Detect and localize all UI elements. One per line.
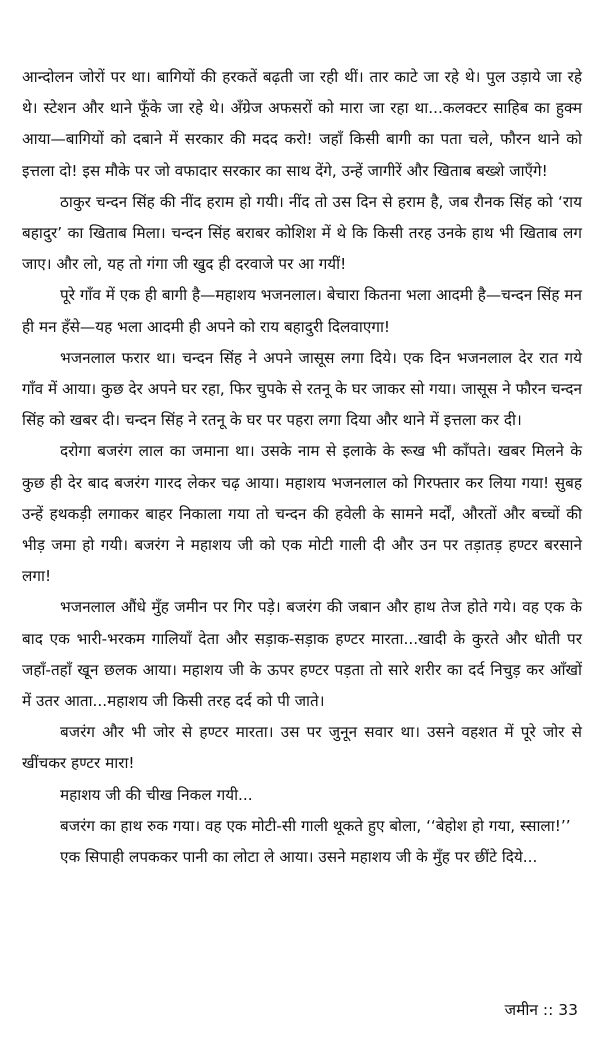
paragraph-4: भजनलाल फरार था। चन्दन सिंह ने अपने जासूस लगा दिये। एक दिन भजनलाल देर रात गये गाँव में आया। कुछ देर अपने घर रहा, फिर चुपके से रतनू के घर जाकर सो गया। जासूस ने फौरन चन्दन सिंह को खबर दी। चन्दन सिंह ने रतनू के घर पर पहरा लगा दिया और थाने में इत्तला कर दी। — [22, 348, 582, 430]
paragraph-10: एक सिपाही लपककर पानी का लोटा ले आया। उसने महाशय जी के मुँह पर छींटे दिये... — [60, 848, 538, 867]
paragraph-8: महाशय जी की चीख निकल गयी... — [60, 785, 253, 804]
paragraph-9: बजरंग का हाथ रुक गया। वह एक मोटी-सी गाली थूकते हुए बोला, ‘‘बेहोश हो गया, स्साला!’’ — [60, 816, 571, 835]
paragraph-6: भजनलाल औंधे मुँह जमीन पर गिर पड़े। बजरंग की जबान और हाथ तेज होते गये। वह एक के बाद एक भारी-भरकम गालियाँ देता और सड़ाक-सड़ाक हण्टर मारता...खादी के कुरते और धोती पर जहाँ-तहाँ खून छलक आया। महाशय जी के ऊपर हण्टर पड़ता तो सारे शरीर का दर्द निचुड़ कर आँखों में उतर आता...महाशय जी किसी तरह दर्द को पी जाते। — [22, 598, 582, 711]
paragraph-5: दरोगा बजरंग लाल का जमाना था। उसके नाम से इलाके के रूख भी काँपते। खबर मिलने के कुछ ही देर बाद बजरंग गारद लेकर चढ़ आया। महाशय भजनलाल को गिरफ्तार कर लिया गया! सुबह उन्हें हथकड़ी लगाकर बाहर निकाला गया तो चन्दन की हवेली के सामने मर्दों, औरतों और बच्चों की भीड़ जमा हो गयी। बजरंग ने महाशय जी को एक मोटी गाली दी और उन पर तड़ातड़ हण्टर बरसाने लगा! — [22, 442, 582, 586]
paragraph-2: ठाकुर चन्दन सिंह की नींद हराम हो गयी। नींद तो उस दिन से हराम है, जब रौनक सिंह को ‘राय बहादुर’ का खिताब मिला। चन्दन सिंह बराबर कोशिश में थे कि किसी तरह उनके हाथ भी खिताब लग जाए। और लो, यह तो गंगा जी खुद ही दरवाजे पर आ गयीं! — [22, 192, 582, 274]
page-body — [22, 62, 582, 873]
page-footer: जमीन :: 33 — [504, 1001, 578, 1019]
paragraph-1: आन्दोलन जोरों पर था। बागियों की हरकतें बढ़ती जा रही थीं। तार काटे जा रहे थे। पुल उड़ाये जा रहे थे। स्टेशन और थाने फूँके जा रहे थे। अँग्रेज अफसरों को मारा जा रहा था...कलक्टर साहिब का हुक्म आया—बागियों को दबाने में सरकार की मदद करो! जहाँ किसी बागी का पता चले, फौरन थाने को इत्तला दो! इस मौके पर जो वफादार सरकार का साथ देंगे, उन्हें जागीरें और खिताब बख्शे जाएँगे! — [22, 68, 582, 180]
paragraph-3: पूरे गाँव में एक ही बागी है—महाशय भजनलाल। बेचारा कितना भला आदमी है—चन्दन सिंह मन ही मन हँसे—यह भला आदमी ही अपने को राय बहादुरी दिलवाएगा! — [22, 286, 582, 336]
paragraph-7: बजरंग और भी जोर से हण्टर मारता। उस पर जुनून सवार था। उसने वहशत में पूरे जोर से खींचकर हण्टर मारा! — [22, 723, 582, 773]
